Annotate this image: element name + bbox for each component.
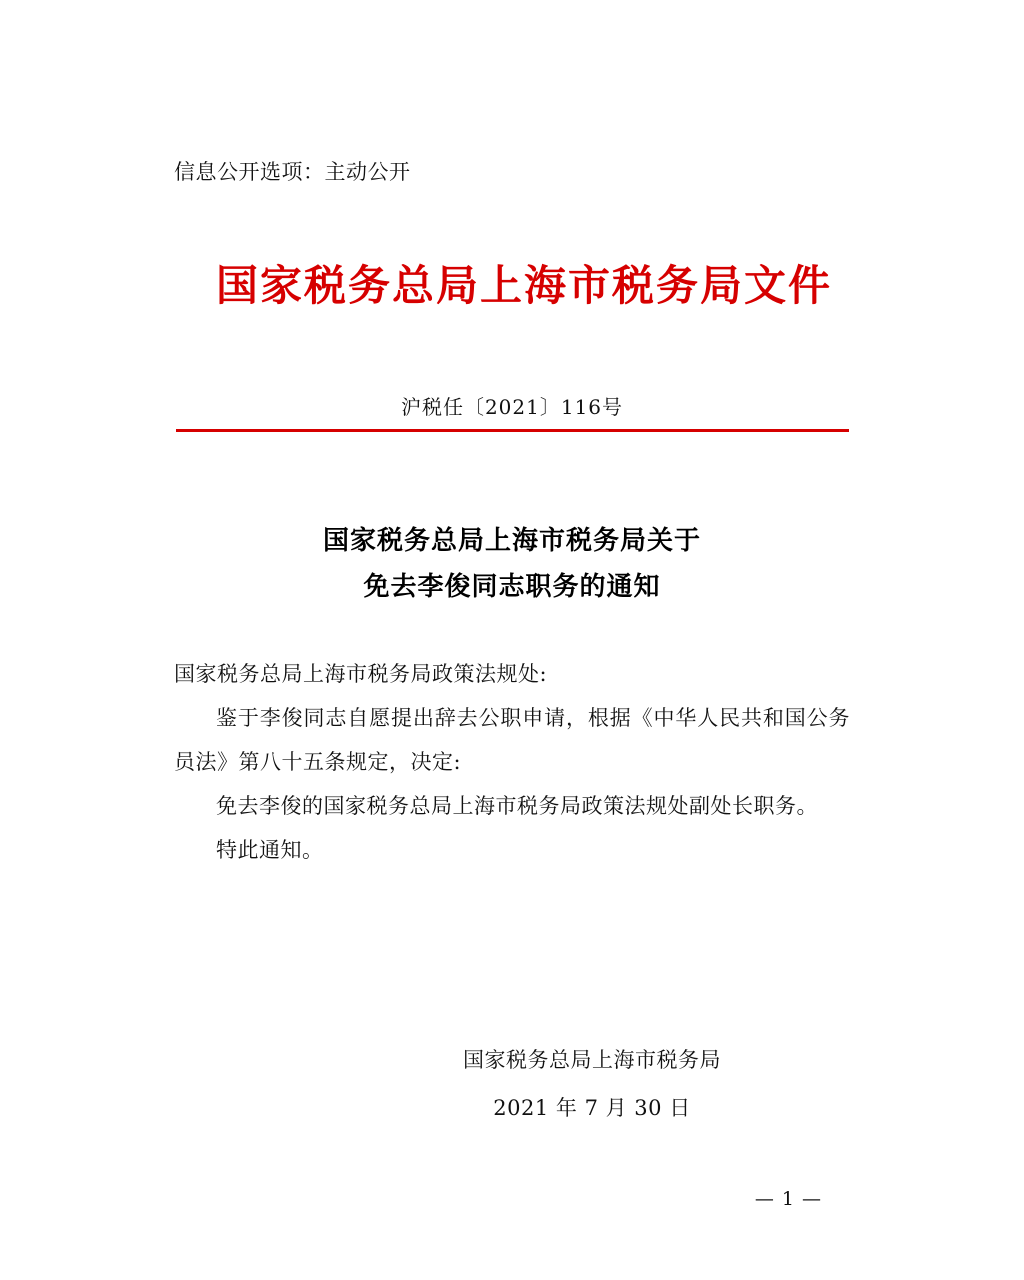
page-number: — 1 — — [754, 1188, 822, 1210]
signature-organization: 国家税务总局上海市税务局 — [463, 1048, 721, 1072]
disclosure-option-line: 信息公开选项：主动公开 — [174, 160, 411, 184]
signature-date: 2021 年 7 月 30 日 — [493, 1096, 691, 1120]
subject-line-2: 免去李俊同志职务的通知 — [363, 572, 661, 602]
red-separator-rule — [176, 429, 849, 432]
document-body — [174, 652, 850, 872]
body-recipient: 国家税务总局上海市税务局政策法规处: — [174, 662, 548, 686]
document-title-red: 国家税务总局上海市税务局文件 — [215, 261, 832, 310]
body-paragraph-3: 特此通知。 — [216, 838, 324, 862]
signature-block — [174, 1036, 850, 1132]
body-paragraph-2: 免去李俊的国家税务总局上海市税务局政策法规处副处长职务。 — [216, 794, 818, 818]
document-subject-heading — [174, 518, 850, 610]
document-number: 沪税任〔2021〕116号 — [400, 395, 624, 419]
body-paragraph-1: 鉴于李俊同志自愿提出辞去公职申请，根据《中华人民共和国公务员法》第八十五条规定，决定: — [174, 706, 850, 774]
subject-line-1: 国家税务总局上海市税务局关于 — [322, 526, 701, 556]
